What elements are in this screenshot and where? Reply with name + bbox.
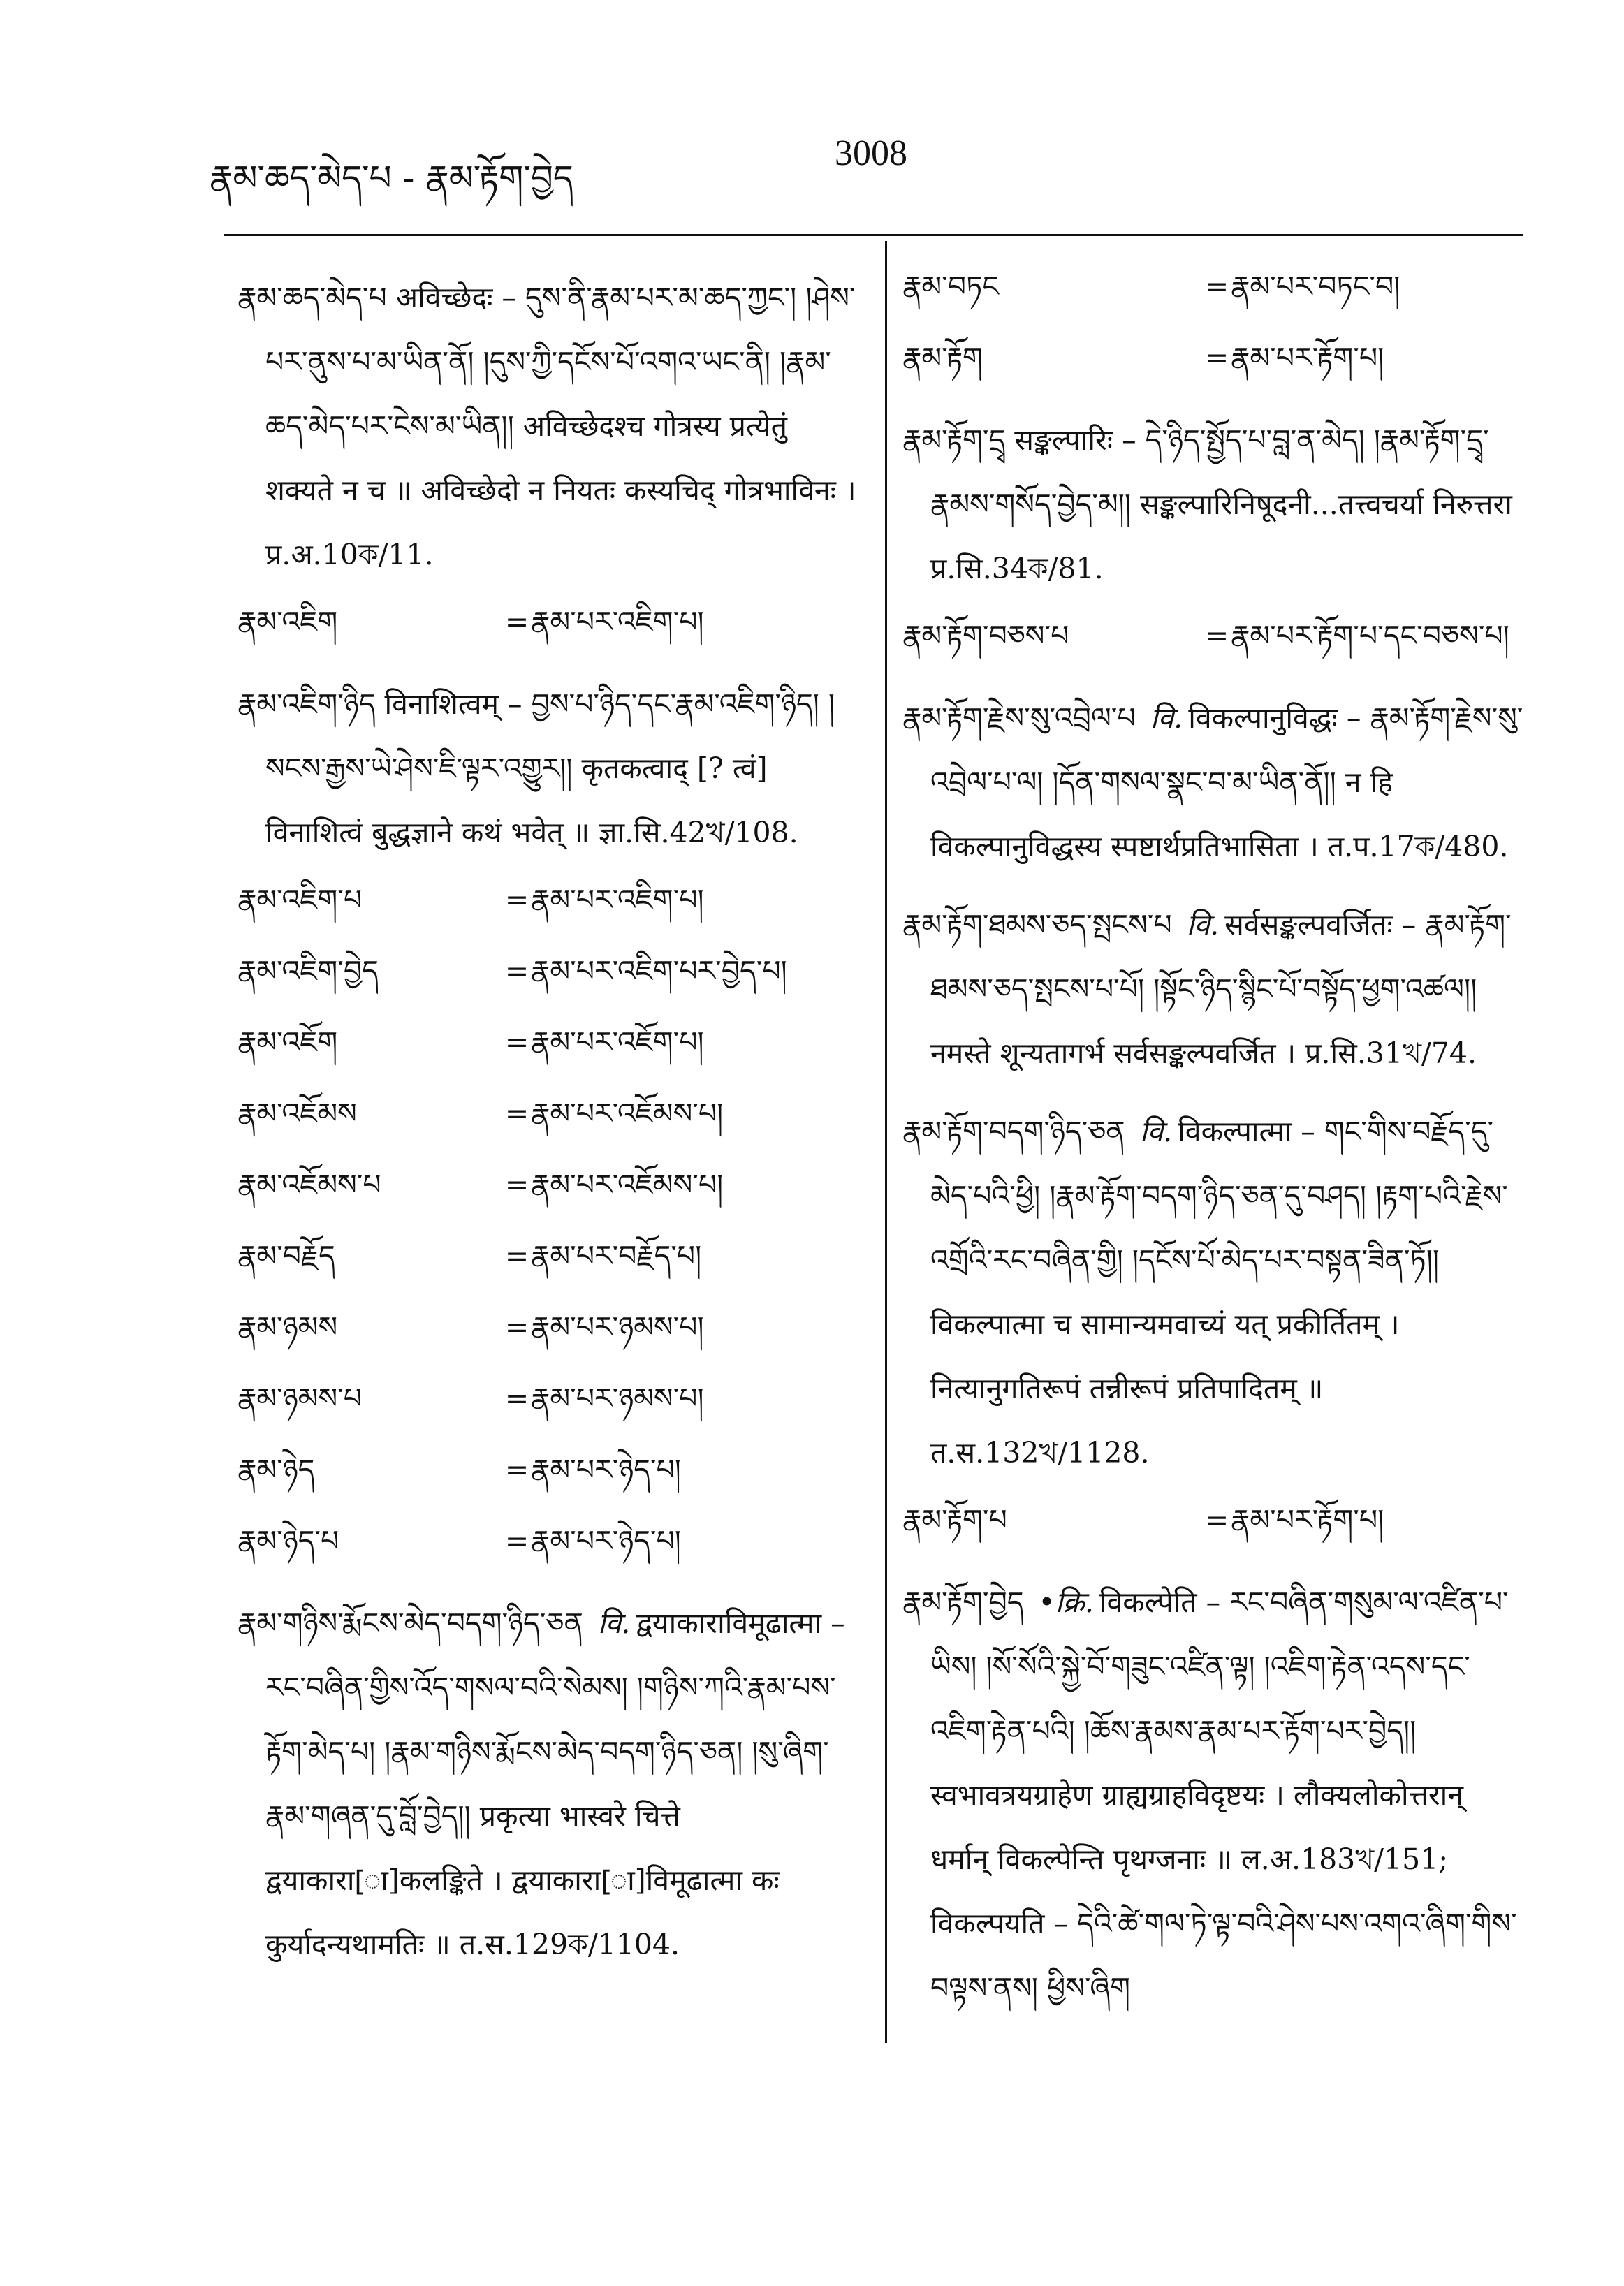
cross-target: རྣམ་པར་འཇོམས་པ། xyxy=(531,1168,724,1201)
entry-headword: རྣམ་གཉིས་རྨོངས་མེད་བདག་ཉིད་ཅན xyxy=(237,1606,583,1640)
cross-reference xyxy=(902,1499,1524,1541)
dictionary-entry xyxy=(902,408,1524,601)
cross-target: རྣམ་པར་ཉམས་པ། xyxy=(531,1310,704,1344)
cross-head: རྣམ་བརྗོད xyxy=(237,1239,335,1273)
header-rule xyxy=(224,234,1523,236)
cross-reference xyxy=(237,879,863,921)
cross-equals: = xyxy=(504,1310,529,1344)
cross-target: རྣམ་པར་རྟོག་པ། xyxy=(1231,1503,1384,1537)
cross-target: རྣམ་པར་ཉེད་པ། xyxy=(531,1453,681,1486)
cross-reference-list xyxy=(237,879,863,1562)
cross-head: རྣམ་ཉེད་པ xyxy=(237,1524,339,1558)
entry-body: – གང་གིས་བརྗོད་དུ་མེད་པའི་ཕྱི། །རྣམ་རྟོག་བདག་ཉིད་ཅན་དུ་བཤད། །རྟག་པའི་རྗེས་འགྲོའི་རང་བཞིན་གྱི། །དངོས་པོ་མེད་པར་བསྟན་ཟིན་ཏོ།། विकल्पात्मा च सामान्यमवाच्यं यत् प्रकीर्तितम् । नित्यानुगतिरूपं तन्नीरूपं प्रतिपादितम् ॥ त.स.132খ/1128. xyxy=(930,1115,1508,1470)
cross-reference xyxy=(237,1306,863,1348)
cross-head: རྣམ་འཇོག xyxy=(237,1025,338,1059)
cross-head: རྣམ་འཇོམས་པ xyxy=(237,1168,381,1201)
entry-sanskrit: विकल्पेति xyxy=(1099,1585,1197,1619)
column-divider xyxy=(885,241,887,2043)
cross-head: རྣམ་ཉམས་པ xyxy=(237,1382,363,1415)
entry-sanskrit: द्वयाकाराविमूढात्मा xyxy=(636,1606,822,1640)
cross-head: རྣམ་ཉེད xyxy=(237,1453,315,1486)
entry-grammar: वि. xyxy=(1150,701,1183,735)
entry-body: – དེ་ཉིད་སྤྱོད་པ་བླ་ན་མེད། །རྣམ་རྟོག་དྲྭ་རྣམས་གསོད་བྱེད་མ།། सङ्कल्पारिनिषूदनी...तत्त्वचर्या निरुत्तरा प्र.सि.34ক/81. xyxy=(930,423,1512,585)
cross-target: རྣམ་པར་འཇིག་པ། xyxy=(531,883,704,916)
dictionary-entry xyxy=(237,672,863,865)
cross-head: རྣམ་རྟོག xyxy=(902,341,983,374)
entry-headword: རྣམ་འཇིག་ཉིད xyxy=(237,687,376,721)
cross-equals: = xyxy=(504,1239,529,1273)
cross-target: རྣམ་པར་འཇིག་པ། xyxy=(531,605,704,638)
cross-reference xyxy=(237,1520,863,1562)
entry-sanskrit: विकल्पानुविद्धः xyxy=(1188,701,1338,735)
cross-reference xyxy=(237,601,863,643)
entry-headword: རྣམ་རྟོག་ཐམས་ཅད་སྤངས་པ xyxy=(902,908,1172,941)
entry-body: – རྣམ་རྟོག་རྗེས་སུ་འབྲེལ་པ་ལ། །དོན་གསལ་སྣང་བ་མ་ཡིན་ནོ།། न हि विकल्पानुविद्धस्य स्पष्टार्थप्रतिभासिता । त.प.17ক/480. xyxy=(930,701,1523,863)
entry-headword: རྣམ་རྟོག་རྗེས་སུ་འབྲེལ་པ xyxy=(902,701,1136,735)
entry-body: – རང་བཞིན་གྱིས་འོད་གསལ་བའི་སེམས། །གཉིས་ཀའི་རྣམ་པས་རྟོག་མེད་པ། །རྣམ་གཉིས་རྨོངས་མེད་བདག་ཉིད་ཅན། །སུ་ཞིག་རྣམ་གཞན་དུ་བློ་བྱེད།། प्रकृत्या भास्वरे चित्ते द्वयाकारा[ा]कलङ्किते । द्वयाकारा[ा]विमूढात्मा कः कुर्यादन्यथामतिः ॥ त.स.129ক/1104. xyxy=(265,1606,845,1961)
cross-target: རྣམ་པར་ཉམས་པ། xyxy=(531,1382,704,1415)
cross-head: རྣམ་རྟོག་པ xyxy=(902,1503,1007,1537)
cross-reference xyxy=(902,265,1524,307)
entry-grammar: वि. xyxy=(1139,1115,1173,1148)
entry-sanskrit: विनाशित्वम् xyxy=(384,687,499,721)
cross-head: རྣམ་འཇིག་བྱེད xyxy=(237,954,379,988)
cross-equals: = xyxy=(1204,270,1229,303)
cross-target: རྣམ་པར་རྟོག་པ་དང་བཅས་པ། xyxy=(1231,619,1509,652)
cross-equals: = xyxy=(504,1524,529,1558)
entry-sanskrit: अविच्छेदः xyxy=(395,281,493,314)
dictionary-entry xyxy=(237,1591,863,1977)
cross-target: རྣམ་པར་བཏང་བ། xyxy=(1231,270,1400,303)
entry-headword: རྣམ་རྟོག་བདག་ཉིད་ཅན xyxy=(902,1115,1125,1148)
cross-head: རྣམ་ཉམས xyxy=(237,1310,338,1344)
dictionary-entry xyxy=(902,893,1524,1085)
dictionary-entry xyxy=(902,1570,1524,2020)
cross-target: རྣམ་པར་འཇོམས་པ། xyxy=(531,1097,724,1130)
cross-head: རྣམ་བཏང xyxy=(902,270,999,303)
dictionary-entry xyxy=(902,1099,1524,1485)
cross-head: རྣམ་འཇིག་པ xyxy=(237,883,363,916)
entry-body: – རང་བཞིན་གསུམ་ལ་འཛིན་པ་ཡིས། །སོ་སོའི་སྐྱེ་བོ་གཟུང་འཛིན་ལྟ། །འཇིག་རྟེན་འདས་དང་འཇིག་རྟེན་པའི། །ཆོས་རྣམས་རྣམ་པར་རྟོག་པར་བྱེད།། स्वभावत्रयग्राहेण ग्राह्यग्राहविदृष्टयः । लौक्यलोकोत्तरान् धर्मान् विकल्पेन्ति पृथग्जनाः ॥ ल.अ.183খ/151; विकल्पयति – དེའི་ཚེ་གལ་ཏེ་ལྟ་བའི་ཤེས་པས་འགའ་ཞིག་གིས་བལྟས་ནས། ཕྱིས་ཞིག xyxy=(930,1585,1517,2005)
dictionary-entry xyxy=(902,686,1524,879)
entry-sanskrit: सर्वसङ्कल्पवर्जितः xyxy=(1224,908,1393,941)
cross-equals: = xyxy=(1204,619,1229,652)
cross-reference xyxy=(237,1164,863,1206)
page-number: 3008 xyxy=(835,133,907,173)
entry-headword: རྣམ་རྟོག་བྱེད xyxy=(902,1585,1024,1619)
cross-equals: = xyxy=(504,883,529,916)
dictionary-entry xyxy=(237,265,863,587)
entry-sanskrit: विकल्पात्मा xyxy=(1178,1115,1292,1148)
cross-reference xyxy=(902,615,1524,657)
cross-equals: = xyxy=(504,1025,529,1059)
entry-sanskrit: सङ्कल्पारिः xyxy=(1014,423,1113,457)
cross-target: རྣམ་པར་རྟོག་པ། xyxy=(1231,341,1384,374)
entry-headword: རྣམ་རྟོག་དྲྭ xyxy=(902,423,1006,457)
entry-headword: རྣམ་ཆད་མེད་པ xyxy=(237,281,387,314)
cross-equals: = xyxy=(504,1097,529,1130)
cross-reference xyxy=(237,1021,863,1063)
cross-equals: = xyxy=(1204,341,1229,374)
cross-reference xyxy=(237,1377,863,1419)
cross-reference xyxy=(237,1092,863,1134)
cross-head: རྣམ་རྟོག་བཅས་པ xyxy=(902,619,1069,652)
cross-reference xyxy=(237,1449,863,1490)
cross-equals: = xyxy=(1204,1503,1229,1537)
entry-body: – བྱས་པ་ཉིད་དང་རྣམ་འཇིག་ཉིད། །སངས་རྒྱས་ཡེ་ཤེས་ཇི་ལྟར་འགྱུར།། कृतकत्वाद् [? त्वं] विनाशित्वं बुद्धज्ञाने कथं भवेत् ॥ ज्ञा.सि.42খ/108. xyxy=(265,687,835,849)
entry-grammar: •क्रि. xyxy=(1038,1585,1094,1619)
cross-equals: = xyxy=(504,1453,529,1486)
right-column xyxy=(902,265,1524,2034)
cross-target: རྣམ་པར་བརྗོད་པ། xyxy=(531,1239,702,1273)
cross-equals: = xyxy=(504,954,529,988)
running-head: རྣམ་ཆད་མེད་པ - རྣམ་རྟོག་བྱེད xyxy=(210,158,573,198)
cross-equals: = xyxy=(504,605,529,638)
entry-body: – དུས་ནི་རྣམ་པར་མ་ཆད་ཀྱང་། །ཤེས་པར་ནུས་པ་མ་ཡིན་ནོ། །དུས་ཀྱི་དངོས་པོ་འགའ་ཡང་ནི། །རྣམ་ཆད་མེད་པར་ངེས་མ་ཡིན།། अविच्छेदश्च गोत्रस्य प्रत्येतुं शक्यते न च ॥ अविच्छेदो न नियतः कस्यचिद् गोत्रभाविनः । प्र.अ.10ক/11. xyxy=(265,281,856,571)
entry-grammar: वि. xyxy=(1186,908,1220,941)
entry-body: – རྣམ་རྟོག་ཐམས་ཅད་སྤངས་པ་པོ། །སྟོང་ཉིད་སྙིང་པོ་བསྟོད་ཕྱག་འཚལ།། नमस्ते शून्यतागर्भ सर्वसङ्कल्पवर्जित । प्र.सि.31খ/74. xyxy=(930,908,1512,1070)
cross-reference xyxy=(237,950,863,992)
cross-head: རྣམ་འཇིག xyxy=(237,605,338,638)
left-column xyxy=(237,265,863,1991)
cross-head: རྣམ་འཇོམས xyxy=(237,1097,357,1130)
cross-target: རྣམ་པར་འཇིག་པར་བྱེད་པ། xyxy=(531,954,787,988)
cross-reference xyxy=(237,1235,863,1277)
cross-equals: = xyxy=(504,1382,529,1415)
cross-target: རྣམ་པར་ཉེད་པ། xyxy=(531,1524,681,1558)
cross-target: རྣམ་པར་འཇོག་པ། xyxy=(531,1025,704,1059)
page-header xyxy=(210,133,1537,210)
cross-reference xyxy=(902,337,1524,379)
entry-grammar: वि. xyxy=(597,1606,631,1640)
cross-equals: = xyxy=(504,1168,529,1201)
